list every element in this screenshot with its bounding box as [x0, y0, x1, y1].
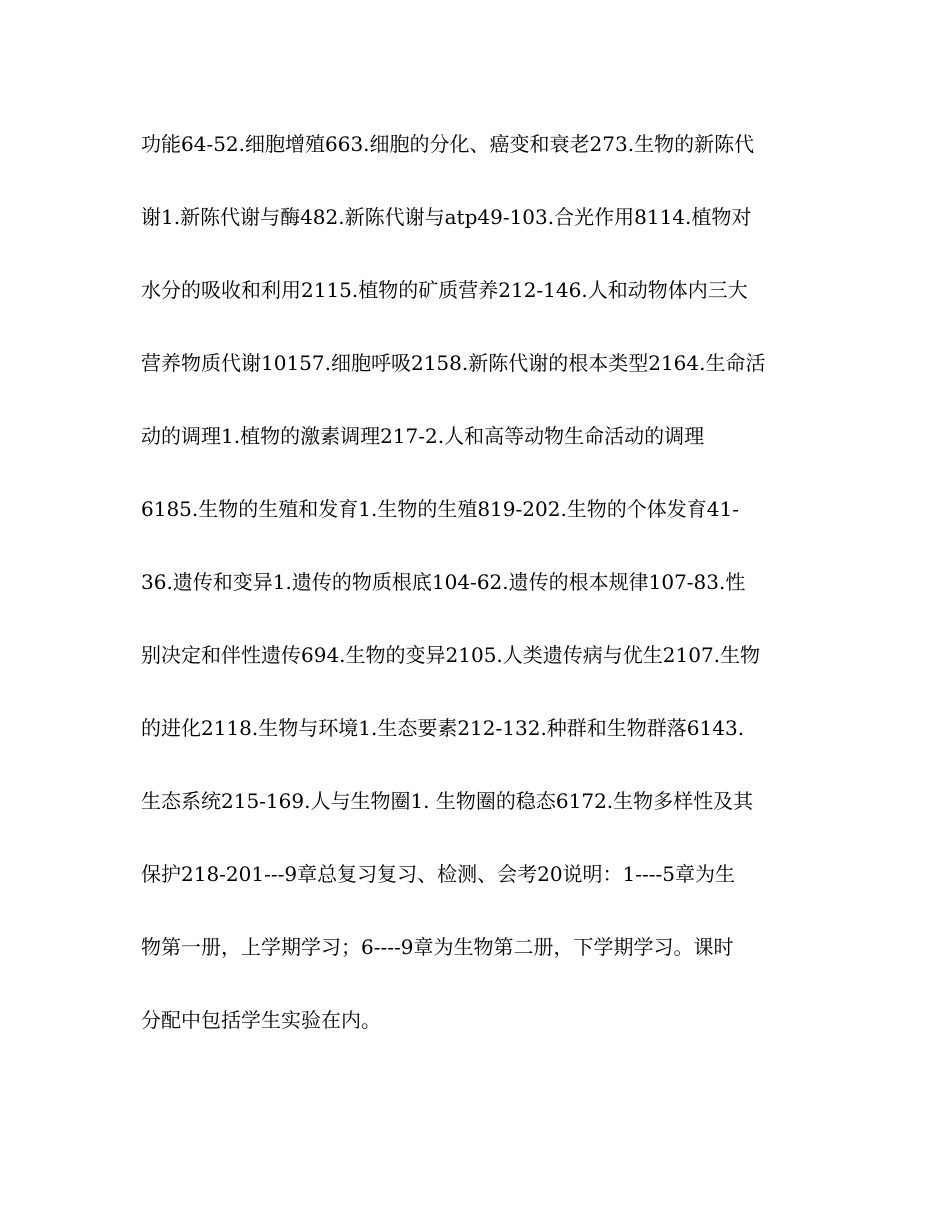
- text-line: 谢1.新陈代谢与酶482.新陈代谢与atp49-103.合光作用8114.植物对: [141, 205, 752, 229]
- text-line: 水分的吸收和利用2115.植物的矿质营养212-146.人和动物体内三大: [141, 278, 748, 302]
- text-line: 6185.生物的生殖和发育1.生物的生殖819-202.生物的个体发育41-: [141, 497, 740, 521]
- text-line: 别决定和伴性遗传694.生物的变异2105.人类遗传病与优生2107.生物: [141, 643, 761, 667]
- text-line: 的进化2118.生物与环境1.生态要素212-132.种群和生物群落6143.: [141, 716, 745, 740]
- text-line: 功能64-52.细胞增殖663.细胞的分化、癌变和衰老273.生物的新陈代: [141, 132, 755, 156]
- text-line: 营养物质代谢10157.细胞呼吸2158.新陈代谢的根本类型2164.生命活: [141, 351, 766, 375]
- text-line: 物第一册，上学期学习；6----9章为生物第二册，下学期学习。课时: [141, 935, 734, 959]
- text-line: 保护218-201---9章总复习复习、检测、会考20说明：1----5章为生: [141, 862, 736, 886]
- text-line: 生态系统215-169.人与生物圈1. 生物圈的稳态6172.生物多样性及其: [141, 789, 754, 813]
- text-line: 动的调理1.植物的激素调理217-2.人和高等动物生命活动的调理: [141, 424, 705, 448]
- text-line: 分配中包括学生实验在内。: [141, 1008, 381, 1032]
- text-line: 36.遗传和变异1.遗传的物质根底104-62.遗传的根本规律107-83.性: [141, 570, 746, 594]
